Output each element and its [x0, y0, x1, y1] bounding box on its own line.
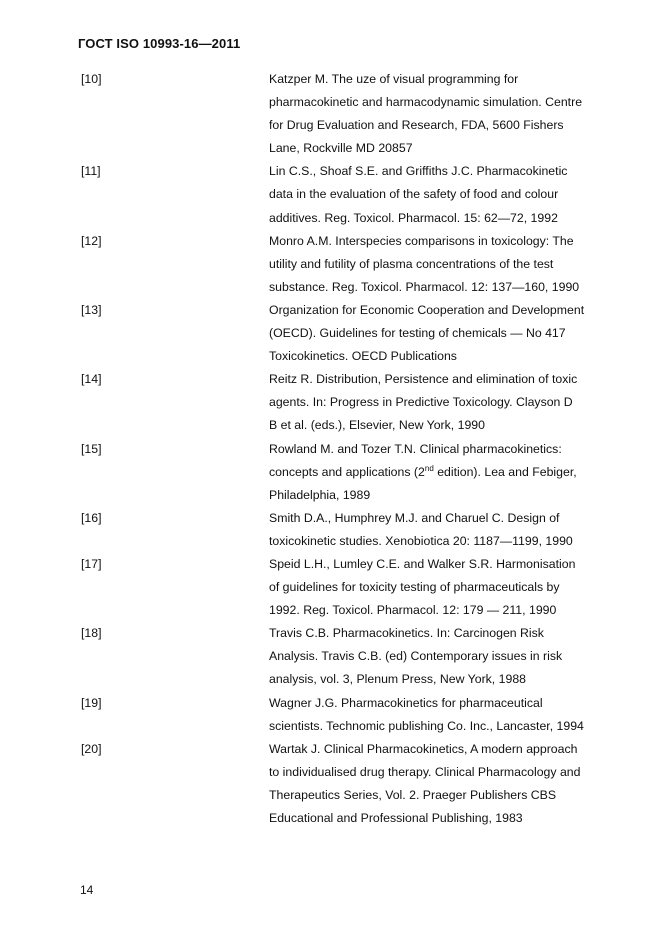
reference-text-line: of guidelines for toxicity testing of pharmaceuticals by	[269, 580, 560, 595]
reference-entry	[81, 692, 621, 738]
reference-number: [19]	[81, 695, 102, 710]
reference-text-line: utility and futility of plasma concentrations of the test	[269, 256, 554, 271]
reference-text-line: B et al. (eds.), Elsevier, New York, 1990	[269, 418, 485, 433]
reference-text	[269, 230, 614, 299]
reference-text	[269, 507, 614, 553]
reference-text-line: Wartak J. Clinical Pharmacokinetics, A modern approach	[269, 741, 578, 756]
reference-entry	[81, 68, 621, 160]
reference-number: [10]	[81, 72, 102, 86]
reference-text-line: Wagner J.G. Pharmacokinetics for pharmaceutical	[269, 695, 543, 710]
reference-number: [14]	[81, 372, 102, 387]
reference-number: [20]	[81, 741, 102, 756]
reference-list	[81, 68, 621, 830]
reference-text-line: Travis C.B. Pharmacokinetics. In: Carcinogen Risk	[269, 626, 544, 641]
reference-text-line: Lin C.S., Shoaf S.E. and Griffiths J.C. Pharmacokinetic	[269, 164, 568, 179]
reference-text-line: for Drug Evaluation and Research, FDA, 5600 Fishers	[269, 118, 564, 133]
reference-entry	[81, 738, 621, 830]
reference-text-line: Toxicokinetics. OECD Publications	[269, 349, 457, 364]
reference-number: [18]	[81, 626, 102, 641]
reference-text-line: data in the evaluation of the safety of food and colour	[269, 187, 559, 202]
reference-text-line: Katzper M. The uze of visual programming for	[269, 72, 519, 86]
reference-text-line: Philadelphia, 1989	[269, 487, 371, 502]
reference-text-line: analysis, vol. 3, Plenum Press, New York, 1988	[269, 672, 526, 687]
reference-text	[269, 622, 614, 691]
reference-text	[269, 68, 614, 160]
reference-text	[269, 438, 614, 507]
reference-text-line: Smith D.A., Humphrey M.J. and Charuel C. Design of	[269, 510, 560, 525]
reference-entry	[81, 368, 621, 437]
reference-entry	[81, 299, 621, 368]
reference-text-line: Educational and Professional Publishing, 1983	[269, 811, 523, 825]
page-number: 14	[80, 883, 94, 897]
reference-entry	[81, 622, 621, 691]
reference-text	[269, 160, 614, 229]
reference-text-line: 1992. Reg. Toxicol. Pharmacol. 12: 179 — 211, 1990	[269, 603, 557, 618]
reference-text-line: toxicokinetic studies. Xenobiotica 20: 1187—1199, 1990	[269, 533, 573, 548]
reference-entry	[81, 160, 621, 229]
reference-text-line: substance. Reg. Toxicol. Pharmacol. 12: 137—160, 1990	[269, 279, 580, 294]
reference-text-line: Analysis. Travis C.B. (ed) Contemporary issues in risk	[269, 649, 563, 664]
reference-text-line: Lane, Rockville MD 20857	[269, 141, 413, 156]
reference-text-line: scientists. Technomic publishing Co. Inc., Lancaster, 1994	[269, 718, 584, 733]
reference-number: [11]	[81, 164, 101, 179]
reference-text-line: (OECD). Guidelines for testing of chemicals — No 417	[269, 326, 566, 341]
reference-text	[269, 299, 614, 368]
reference-number: [13]	[81, 302, 102, 317]
reference-text-line: Organization for Economic Cooperation and Development	[269, 302, 585, 317]
reference-text	[269, 692, 614, 738]
reference-text-line: pharmacokinetic and harmacodynamic simulation. Centre	[269, 95, 583, 110]
superscript-ordinal: nd	[424, 463, 434, 473]
reference-text	[269, 368, 614, 437]
reference-text-segment: edition). Lea and Febiger,	[433, 464, 577, 479]
reference-text-line: Speid L.H., Lumley C.E. and Walker S.R. Harmonisation	[269, 556, 576, 571]
reference-number: [17]	[81, 556, 102, 571]
reference-text-line: additives. Reg. Toxicol. Pharmacol. 15: 62—72, 1992	[269, 210, 558, 225]
reference-entry	[81, 230, 621, 299]
reference-text	[269, 738, 614, 830]
reference-text-line: Monro A.M. Interspecies comparisons in toxicology: The	[269, 233, 574, 248]
reference-text-line: Reitz R. Distribution, Persistence and elimination of toxic	[269, 372, 578, 387]
reference-text-segment: concepts and applications (2	[269, 464, 425, 479]
reference-text-line: agents. In: Progress in Predictive Toxicology. Clayson D	[269, 395, 573, 410]
reference-entry	[81, 438, 621, 507]
document-header-title: ГОСТ ISO 10993-16—2011	[78, 36, 241, 51]
reference-text	[269, 553, 614, 622]
reference-text-line: to individualised drug therapy. Clinical Pharmacology and	[269, 764, 581, 779]
reference-text-line: Therapeutics Series, Vol. 2. Praeger Publishers CBS	[269, 787, 557, 802]
reference-entry	[81, 507, 621, 553]
reference-number: [12]	[81, 233, 102, 248]
reference-text-line	[269, 461, 614, 484]
reference-text-line: Rowland M. and Tozer T.N. Clinical pharmacokinetics:	[269, 441, 562, 456]
reference-entry	[81, 553, 621, 622]
reference-number: [15]	[81, 441, 102, 456]
reference-number: [16]	[81, 510, 102, 525]
